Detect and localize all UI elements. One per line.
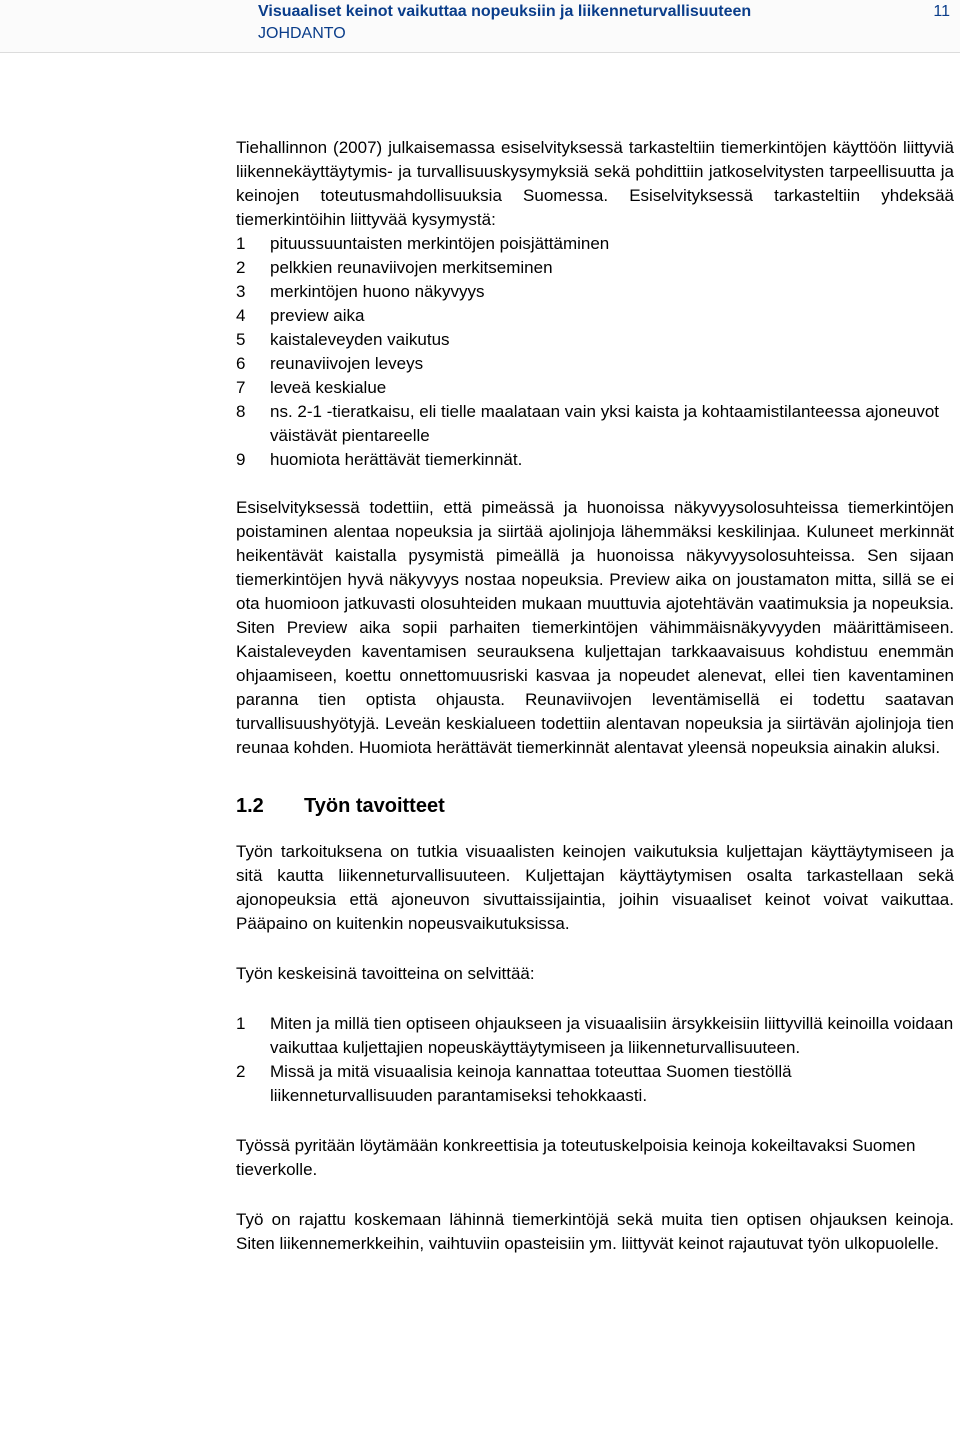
- list-number: 3: [236, 282, 246, 301]
- intro-question-list: [236, 232, 954, 472]
- list-item: [236, 304, 954, 328]
- list-number: 1: [236, 1014, 246, 1033]
- list-item: [236, 448, 954, 472]
- chapter-name: JOHDANTO: [258, 25, 346, 42]
- list-item: [236, 280, 954, 304]
- list-number: 5: [236, 330, 246, 349]
- list-number: 2: [236, 1062, 246, 1081]
- page-body: [236, 136, 954, 1256]
- findings-paragraph: Esiselvityksessä todettiin, että pimeässä ja huonoissa näkyvyysolosuhteissa tiemerkintöjen poistaminen alentaa nopeuksia ja siirtää ajolinjoja lähemmäksi keskilinjaa. Kuluneet merkinnät heikentävät kaistalla pysymistä pimeällä ja huonoissa näkyvyysolosuhteissa. Sen sijaan tiemerkintöjen hyvä näkyvyys nostaa nopeuksia. Preview aika on joustamaton mitta, sillä se ei ota huomioon jatkuvasti olosuhteiden mukaan muuttuvia ajotehtävän vaatimuksia ja nopeuksia. Siten Preview aika sopii parhaiten tiemerkintöjen vähimmäisnäkyvyyden määrittämiseen. Kaistaleveyden kaventamisen seurauksena kuljettajan tarkkaavaisuus kohdistuu enemmän ohjaamiseen, koettu onnettomuusriski kasvaa ja nopeudet alenevat, ellei tien kaventaminen paranna tien optista ohjausta. Reunaviivojen leventämisellä ei todettu saatavan turvallisuushyötyjä. Leveän keskialueen todettiin alentavan nopeuksia ja siirtävän ajolinjoja tien reunaa kohden. Huomiota herättävät tiemerkinnät alentavat yleensä nopeuksia ainakin aluksi.: [236, 498, 954, 757]
- trial-paragraph: Työssä pyritään löytämään konkreettisia ja toteutuskelpoisia keinoja kokeiltavaksi Suomen tieverkolle.: [236, 1136, 916, 1179]
- list-text: preview aika: [270, 306, 365, 325]
- list-text: merkintöjen huono näkyvyys: [270, 282, 485, 301]
- goals-intro: Työn keskeisinä tavoitteina on selvittää:: [236, 964, 535, 983]
- list-item: [236, 232, 954, 256]
- section-number: 1.2: [236, 795, 264, 817]
- list-text: Miten ja millä tien optiseen ohjaukseen ja visuaalisiin ärsykkeisiin liittyvillä keinoilla voidaan vaikuttaa kuljettajien nopeuskäyttäytymiseen ja liikenneturvallisuuteen.: [270, 1014, 954, 1057]
- intro-paragraph: Tiehallinnon (2007) julkaisemassa esiselvityksessä tarkasteltiin tiemerkintöjen käyttöön liittyviä liikennekäyttäytymis- ja turvallisuuskysymyksiä sekä pohdittiin jatkoselvitysten tarpeellisuutta ja keinojen toteutusmahdollisuuksia Suomessa. Esiselvityksessä tarkasteltiin yhdeksää tiemerkintöihin liittyvää kysymystä:: [236, 138, 954, 229]
- list-text: ns. 2-1 -tieratkaisu, eli tielle maalataan vain yksi kaista ja kohtaamistilanteessa ajoneuvot väistävät pientareelle: [270, 402, 940, 445]
- list-number: 1: [236, 234, 246, 253]
- list-item: [236, 376, 954, 400]
- list-item: [236, 400, 954, 448]
- list-number: 6: [236, 354, 246, 373]
- list-item: [236, 1012, 954, 1060]
- list-number: 2: [236, 258, 246, 277]
- list-item: [236, 1060, 954, 1108]
- list-text: huomiota herättävät tiemerkinnät.: [270, 450, 523, 469]
- section-title: Työn tavoitteet: [304, 795, 445, 817]
- list-item: [236, 352, 954, 376]
- list-number: 4: [236, 306, 246, 325]
- objectives-paragraph: Työn tarkoituksena on tutkia visuaalisten keinojen vaikutuksia kuljettajan käyttäytymiseen ja sitä kautta liikenneturvallisuuteen. Kuljettajan käyttäytymisen osalta tarkastellaan sekä ajonopeuksia että ajoneuvon sivuttaissijaintia, joihin visuaaliset keinot voivat vaikuttaa. Pääpaino on kuitenkin nopeusvaikutuksissa.: [236, 842, 954, 933]
- document-title: Visuaaliset keinot vaikuttaa nopeuksiin ja liikenneturvallisuuteen: [258, 3, 752, 20]
- list-number: 7: [236, 378, 246, 397]
- list-text: Missä ja mitä visuaalisia keinoja kannattaa toteuttaa Suomen tiestöllä liikenneturvallisuuden parantamiseksi tehokkaasti.: [270, 1062, 792, 1105]
- list-number: 8: [236, 402, 246, 421]
- goals-list: [236, 1012, 954, 1108]
- list-text: leveä keskialue: [270, 378, 387, 397]
- page-header: [0, 0, 960, 53]
- section-heading: [236, 792, 954, 820]
- page-number: 11: [933, 3, 950, 20]
- list-text: pituussuuntaisten merkintöjen poisjättäminen: [270, 234, 610, 253]
- list-item: [236, 328, 954, 352]
- list-text: pelkkien reunaviivojen merkitseminen: [270, 258, 553, 277]
- list-text: kaistaleveyden vaikutus: [270, 330, 450, 349]
- list-item: [236, 256, 954, 280]
- list-text: reunaviivojen leveys: [270, 354, 424, 373]
- list-number: 9: [236, 450, 246, 469]
- scope-paragraph: Työ on rajattu koskemaan lähinnä tiemerkintöjä sekä muita tien optisen ohjauksen keinoja. Siten liikennemerkkeihin, vaihtuviin opasteisiin ym. liittyvät keinot rajautuvat työn ulkopuolelle.: [236, 1210, 954, 1253]
